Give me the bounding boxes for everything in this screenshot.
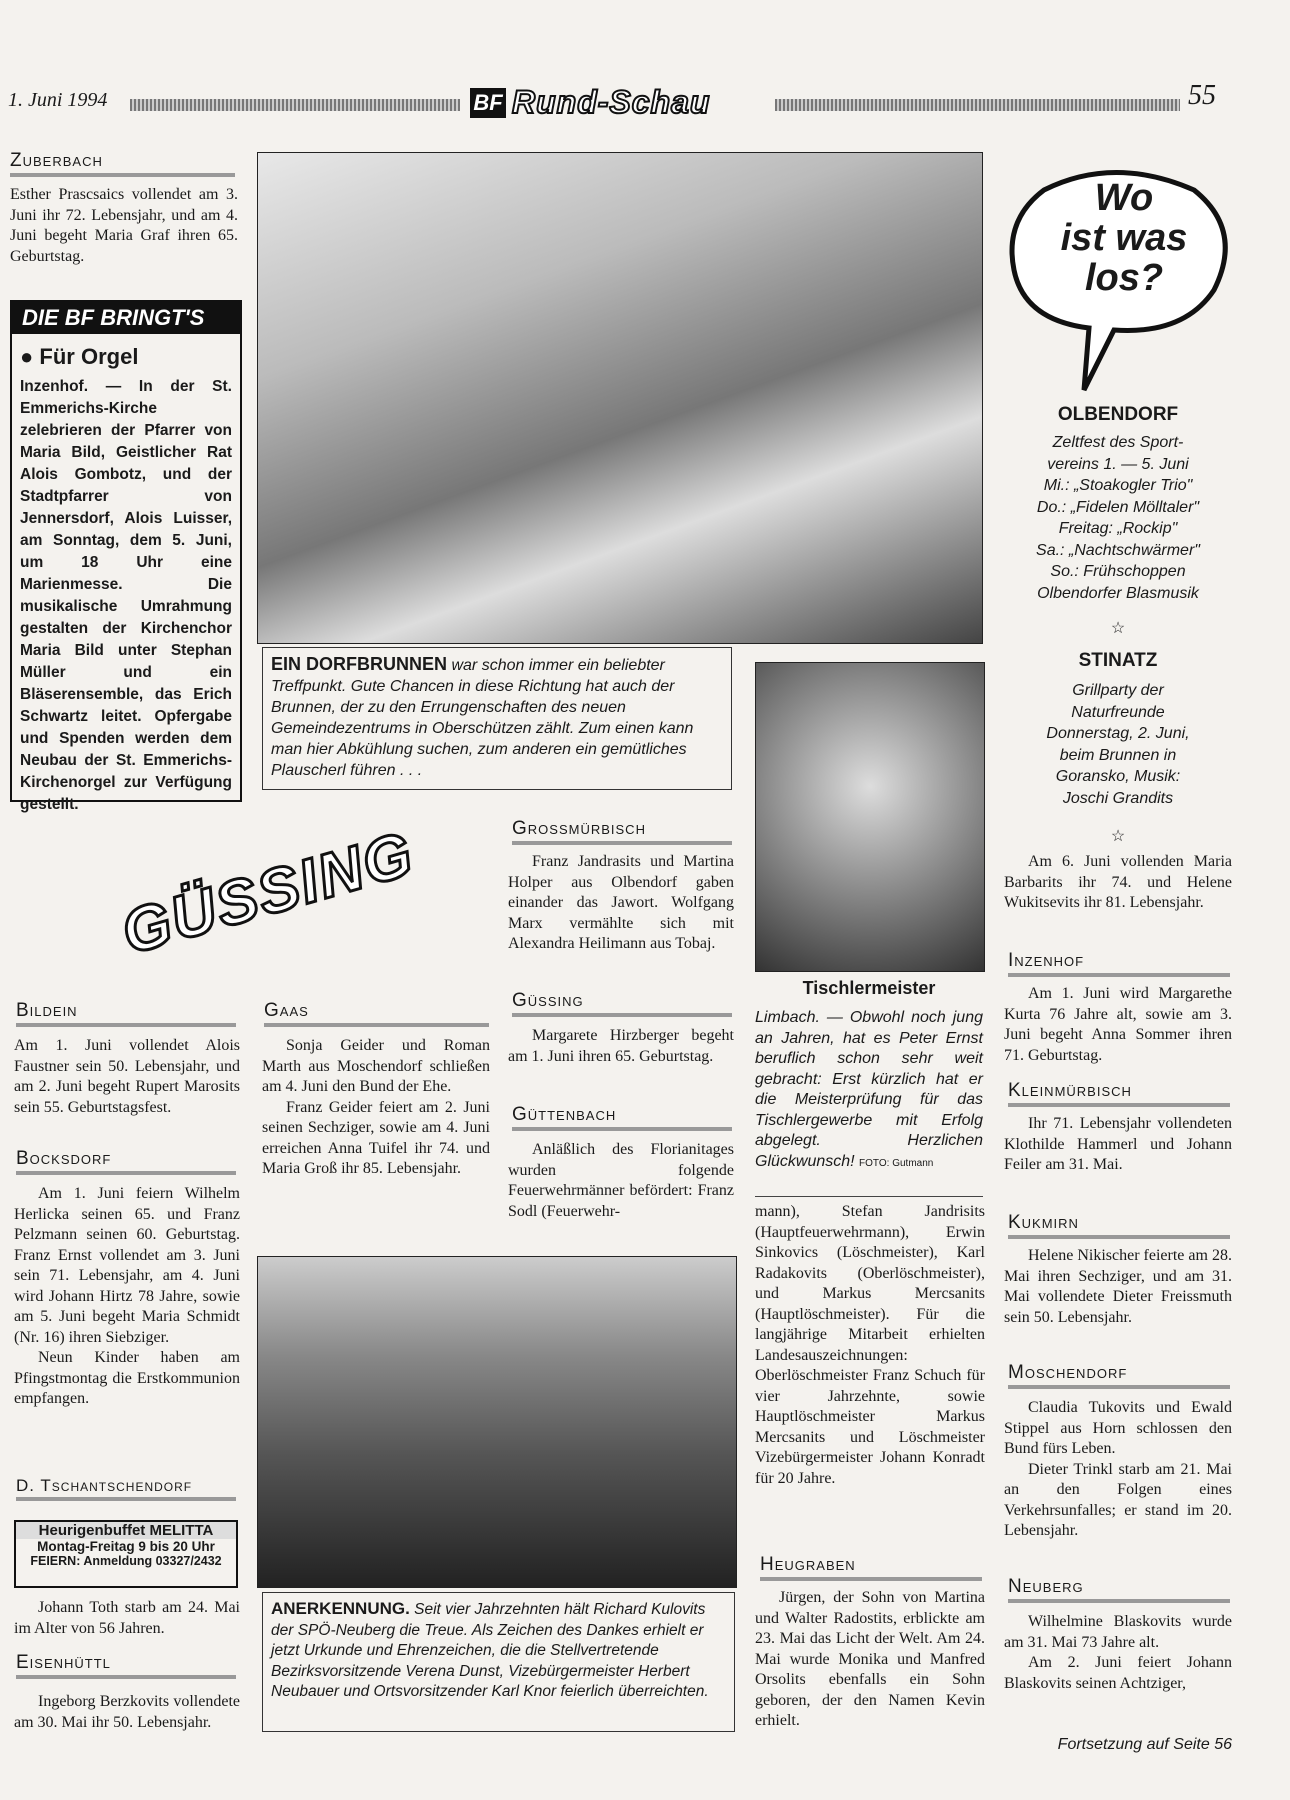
header-rule-right [775,99,1180,111]
bringts-banner: DIE BF BRINGT'S [12,302,240,334]
photo-credit: FOTO: Gutmann [859,1157,934,1169]
stinatz-line: Goransko, Musik: [1055,768,1181,785]
star-icon: ☆ [1110,828,1126,845]
heading-olbendorf: OLBENDORF [1057,404,1179,425]
olbendorf-line: Mi.: „Stoakogler Trio" [1043,477,1193,494]
continued-note: Fortsetzung auf Seite 56 [1057,1736,1232,1753]
bubble-text [1059,178,1189,298]
olbendorf-line: Do.: „Fidelen Mölltaler" [1036,498,1200,516]
olbendorf-line: vereins 1. — 5. Juni [1047,455,1189,473]
text-eisenhuettl-p: Ingeborg Berzkovits vollendete am 30. Mai ihr 50. Lebensjahr. [14,1693,240,1731]
heading-bocksdorf: Bocksdorf [16,1148,236,1175]
olbendorf-line: So.: Frühschoppen [1050,563,1186,580]
text-bocksdorf-2: Neun Kinder haben am Pfingstmontag die Erstkommunion empfangen. [14,1349,240,1407]
heading-kukmirn: Kukmirn [1008,1212,1230,1239]
text-gaas-2: Franz Geider feiert am 2. Juni seinen Sechziger, sowie am 4. Juni erreichen Anna Tuifel ihr 74. und Maria Groß ihr 85. Lebensjahr. [262,1098,490,1177]
stinatz-line: beim Brunnen in [1059,746,1177,764]
text-after-stinatz-p: Am 6. Juni vollenden Maria Barbarits ihr 74. und Helene Wukitsevits ihr 81. Lebensjahr. [1004,853,1232,911]
text-heugraben-p: Jürgen, der Sohn von Martina und Walter Radostits, erblickte am 23. Mai das Licht der Welt. Am 24. Mai wurde Monika und Manfred Orsolits ebenfalls ein Sohn geboren, der den Namen Kevin erhielt. [755,1589,985,1729]
caption-anerkennung [262,1592,735,1732]
ad-line1: Heurigenbuffet MELITTA [16,1522,236,1539]
ad-line3: FEIERN: Anmeldung 03327/2432 [30,1554,222,1568]
caption-dorfbrunnen-text: war schon immer ein beliebter Treffpunkt. Gute Chancen in diese Richtung hat auch der Brunnen, der zu den Errungenschaften des neuen Gemeindezentrums in Oberschützen zählt. Zum einen kann man hier Abkühlung suchen, zum anderen ein gemütliches Plauscherl führen . . . [271,657,694,779]
tischler-title: Tischlermeister [802,978,936,998]
bringts-title-row [20,344,232,370]
text-neuberg-2: Am 2. Juni feiert Johann Blaskovits seinen Achtziger, [1004,1654,1232,1692]
page-number: 55 [1188,80,1216,111]
stinatz-line: Donnerstag, 2. Juni, [1046,725,1190,742]
bringts-box [10,300,242,813]
heading-zuberbach: Zuberbach [10,150,235,177]
speech-bubble [1004,160,1232,400]
olbendorf-line: Sa.: „Nachtschwärmer" [1036,541,1200,559]
text-after-stinatz [1004,852,1232,914]
bringts-text: Inzenhof. — In der St. Emmerichs-Kirche zelebrieren der Pfarrer von Maria Bild, Geistlicher Rat Alois Gombotz, und der Stadtpfarrer von Jennersdorf, Alois Luisser, am Sonntag, dem 5. Juni, um 18 Uhr eine Marienmesse. Die musikalische Umrahmung gestalten der Kirchenchor Maria Bild unter Stephan Müller und ein Bläserensemble, das Erich Schwartz leitet. Opfergabe und Spenden werden dem Neubau der St. Emmerichs-Kirchenorgel zur Verfügung gestellt. [20,378,232,813]
tischler-text [755,1008,983,1174]
caption-anerkennung-bold: ANERKENNUNG. [271,1599,410,1618]
bullet-icon: ● [20,344,34,369]
text-guettenbach [508,1140,734,1222]
photo-tischlermeister [755,662,985,972]
ad-melitta [14,1520,238,1588]
text-gaas [262,1036,490,1180]
text-kukmirn-p: Helene Nikischer feierte am 28. Mai ihren Sechziger, und am 31. Mai vollendete Dieter Freissmuth sein 50. Lebensjahr. [1004,1247,1232,1326]
text-guettenbach-p: Anläßlich des Florianitages wurden folgende Feuerwehrmänner befördert: Franz Sodl (Feuerwehr- [508,1141,734,1220]
olbendorf-line: Freitag: „Rockip" [1058,520,1178,537]
star-icon: ☆ [1110,620,1126,637]
text-moschendorf-2: Dieter Trinkl starb am 21. Mai an den Folgen eines Verkehrsunfalles; er stand im 20. Lebensjahr. [1004,1460,1232,1539]
text-inzenhof [1004,984,1232,1066]
tischler-body: Limbach. — Obwohl noch jung an Jahren, hat es Peter Ernst beruflich schon sehr weit gebracht: Erst kürzlich hat er die Meisterprüfung für das Tischlergewerbe mit Erfolg abgelegt. Herzlichen Glückwunsch! [755,1009,983,1170]
text-bildein: Am 1. Juni vollendet Alois Faustner sein 50. Lebensjahr, und am 2. Juni begeht Rupert Marosits sein 55. Geburtstagsfest. [14,1037,240,1116]
text-kleinmuerbisch-p: Ihr 71. Lebensjahr vollendeten Klothilde Hammerl und Johann Feiler am 31. Mai. [1004,1115,1232,1173]
heading-grossmuerbisch: Grossmürbisch [512,818,732,845]
text-neuberg-1: Wilhelmine Blaskovits wurde am 31. Mai 73 Jahre alt. [1004,1613,1232,1651]
stinatz-line: Naturfreunde [1071,703,1165,721]
text-tschantschendorf-p: Johann Toth starb am 24. Mai im Alter von 56 Jahren. [14,1599,240,1637]
heading-guettenbach: Güttenbach [512,1104,732,1131]
photo-anerkennung [257,1256,737,1588]
heading-moschendorf: Moschendorf [1008,1362,1230,1389]
caption-dorfbrunnen [262,647,732,790]
stinatz-line: Joschi Grandits [1062,789,1174,807]
text-zuberbach: Esther Prascsaics vollendet am 3. Juni ihr 72. Lebensjahr, und am 4. Juni begeht Maria Graf ihren 65. Geburtstag. [10,186,238,265]
list-stinatz [1004,680,1232,809]
heading-gaas: Gaas [264,1000,489,1027]
text-grossmuerbisch-p: Franz Jandrasits und Martina Holper aus Olbendorf gaben einander das Jawort. Wolfgang Marx vermählte sich mit Alexandra Heilimann aus Tobaj. [508,853,734,952]
bubble-line2: ist was [1060,217,1188,259]
stinatz-line: Grillparty der [1072,682,1164,699]
heading-tschantschendorf: D. Tschantschendorf [16,1476,236,1501]
text-grossmuerbisch [508,852,734,955]
text-moschendorf-1: Claudia Tukovits und Ewald Stippel aus Horn schlossen den Bund fürs Leben. [1004,1399,1232,1457]
text-bocksdorf-1: Am 1. Juni feiern Wilhelm Herlicka seinen 65. und Franz Pelzmann seinen 60. Geburtstag. Franz Ernst vollendet am 3. Juni sein 71. Lebensjahr, am 4. Juni wird Johann Hirtz 78 Jahre, sowie am 5. Juni begeht Maria Schmidt (Nr. 16) ihren Siebziger. [14,1185,240,1346]
text-neuberg [1004,1612,1232,1694]
olbendorf-line: Olbendorfer Blasmusik [1037,584,1199,602]
heading-guessing: Güssing [512,990,732,1017]
bf-logo: BF [470,88,506,118]
caption-anerkennung-text: Seit vier Jahrzehnten hält Richard Kulovits der SPÖ-Neuberg die Treue. Als Zeichen des Dankes erhielt er jetzt Urkunde und Ehrenzeichen, die die Stellvertretende Bezirksvorsitzende Verena Dunst, Vizebürgermeister Herbert Neubauer und Ortsvorsitzender Karl Knor feierlich überreichten. [271,1601,709,1700]
guessing-logo: GÜSSING [114,818,422,969]
ad-line2: Montag-Freitag 9 bis 20 Uhr [37,1539,215,1554]
text-kleinmuerbisch [1004,1114,1232,1176]
text-guessing-p: Margarete Hirzberger begeht am 1. Juni ihren 65. Geburtstag. [508,1027,734,1065]
text-eisenhuettl [14,1692,240,1733]
header-rule-left [130,99,460,111]
heading-heugraben: Heugraben [760,1554,982,1581]
text-tschantschendorf [14,1598,240,1639]
photo-dorfbrunnen [257,152,983,644]
text-bocksdorf [14,1184,240,1410]
bringts-title: Für Orgel [39,344,139,369]
text-moschendorf [1004,1398,1232,1542]
caption-dorfbrunnen-bold: EIN DORFBRUNNEN [271,654,448,674]
text-kukmirn [1004,1246,1232,1328]
text-guessing [508,1026,734,1067]
text-gaas-1: Sonja Geider und Roman Marth aus Moschendorf schließen am 4. Juni den Bund der Ehe. [262,1037,490,1095]
heading-kleinmuerbisch: Kleinmürbisch [1008,1080,1230,1107]
heading-neuberg: Neuberg [1008,1576,1230,1603]
list-olbendorf [1004,432,1232,604]
heading-stinatz: STINATZ [1078,650,1158,671]
bubble-line3: los? [1084,257,1164,299]
text-inzenhof-p: Am 1. Juni wird Margarethe Kurta 76 Jahre alt, sowie am 3. Juni begeht Anna Sommer ihren 71. Geburtstag. [1004,985,1232,1064]
rubric-title: Rund-Schau [512,84,711,120]
issue-date: 1. Juni 1994 [8,89,108,111]
text-heugraben [755,1588,985,1732]
bubble-line1: Wo [1094,177,1154,219]
olbendorf-line: Zeltfest des Sport- [1052,434,1184,451]
heading-inzenhof: Inzenhof [1008,950,1230,977]
divider-tischler [755,1196,983,1197]
heading-bildein: Bildein [16,1000,236,1027]
heading-eisenhuettl: Eisenhüttl [16,1652,236,1679]
text-guettenbach-cont: mann), Stefan Jandrisits (Hauptfeuerwehrmann), Erwin Sinkovics (Löschmeister), Karl Radakovits (Oberlöschmeister), und Markus Mercsanits (Hauptlöschmeister). Für die langjährige Mitarbeit erhielten Landesauszeichnungen: Oberlöschmeister Franz Schuch für vier Jahrzehnte, sowie Hauptlöschmeister Markus Mercsanits und Löschmeister Vizebürgermeister Johann Konradt für 20 Jahre. [755,1203,985,1487]
